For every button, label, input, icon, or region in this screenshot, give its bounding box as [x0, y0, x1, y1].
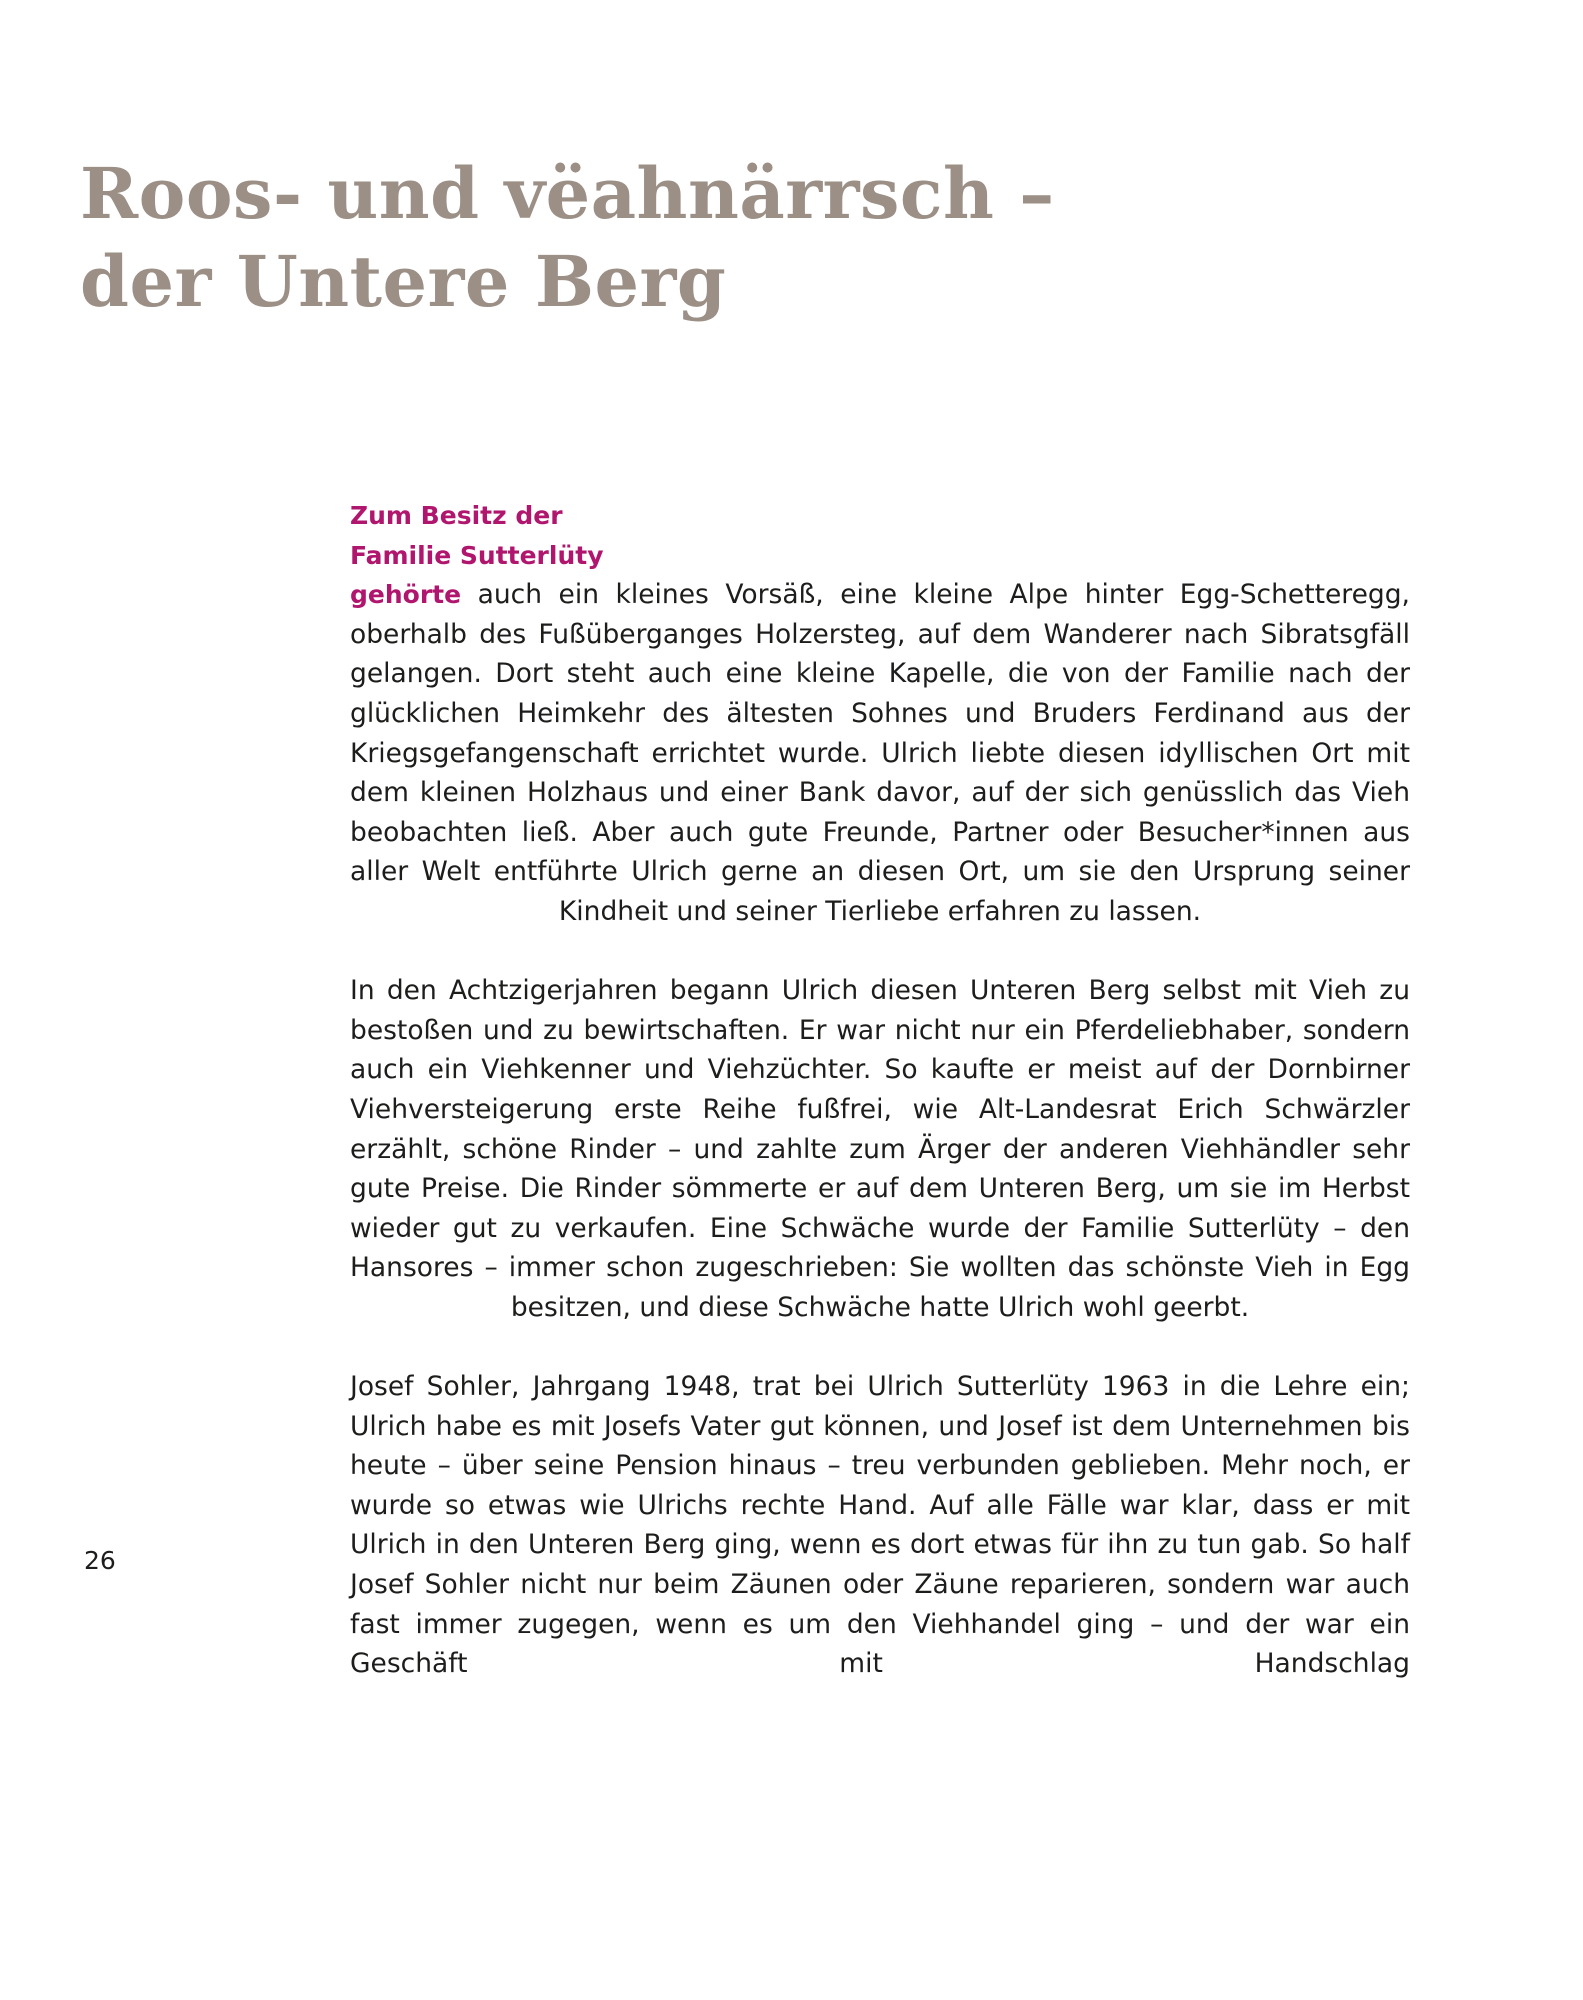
lead-in: [350, 496, 1410, 575]
body-text-column: [350, 496, 1410, 1684]
page-number: 26: [84, 1546, 116, 1575]
paragraph-1: [350, 575, 1410, 931]
paragraph-2: In den Achtzigerjahren begann Ulrich diesen Unteren Berg selbst mit Vieh zu bestoßen und zu bewirtschaften. Er war nicht nur ein Pferdeliebhaber, sondern auch ein Viehkenner und Viehzüchter. So kaufte er meist auf der Dornbirner Viehversteigerung erste Reihe fußfrei, wie Alt-Landesrat Erich Schwärzler erzählt, schöne Rinder – und zahlte zum Ärger der anderen Viehhändler sehr gute Preise. Die Rinder sömmerte er auf dem Unteren Berg, um sie im Herbst wieder gut zu verkaufen. Eine Schwäche wurde der Familie Sutterlüty – den Hansores – immer schon zugeschrieben: Sie wollten das schönste Vieh in Egg besitzen, und diese Schwäche hatte Ulrich wohl geerbt.: [350, 975, 1410, 1323]
lead-in-line-1: Zum Besitz der: [350, 501, 563, 530]
chapter-title-line-2: der Untere Berg: [80, 240, 727, 323]
lead-in-line-2: Familie Sutterlüty: [350, 540, 604, 570]
chapter-title-line-1: Roos- und vëahnärrsch –: [80, 152, 1055, 235]
lead-in-line-3: gehörte: [350, 580, 462, 610]
paragraph-3: Josef Sohler, Jahrgang 1948, trat bei Ulrich Sutterlüty 1963 in die Lehre ein; Ulrich habe es mit Josefs Vater gut können, und Josef ist dem Unternehmen bis heute – über seine Pension hinaus – treu verbunden geblieben. Mehr noch, er wurde so etwas wie Ulrichs rechte Hand. Auf alle Fälle war klar, dass er mit Ulrich in den Unteren Berg ging, wenn es dort etwas für ihn zu tun gab. So half Josef Sohler nicht nur beim Zäunen oder Zäune reparieren, sondern war auch fast immer zugegen, wenn es um den Viehhandel ging – und der war ein Geschäft mit Handschlag: [350, 1371, 1410, 1680]
chapter-title: [80, 150, 1055, 326]
paragraph-1-text: auch ein kleines Vorsäß, eine kleine Alpe hinter Egg-Schetteregg, oberhalb des Fußüberganges Holzersteg, auf dem Wanderer nach Sibratsgfäll gelangen. Dort steht auch eine kleine Kapelle, die von der Familie nach der glücklichen Heimkehr des ältesten Sohnes und Bruders Ferdinand aus der Kriegsgefangenschaft errichtet wurde. Ulrich liebte diesen idyllischen Ort mit dem kleinen Holzhaus und einer Bank davor, auf der sich genüsslich das Vieh beobachten ließ. Aber auch gute Freunde, Partner oder Besucher*innen aus aller Welt entführte Ulrich gerne an diesen Ort, um sie den Ursprung seiner Kindheit und seiner Tierliebe erfahren zu lassen.: [350, 579, 1410, 927]
